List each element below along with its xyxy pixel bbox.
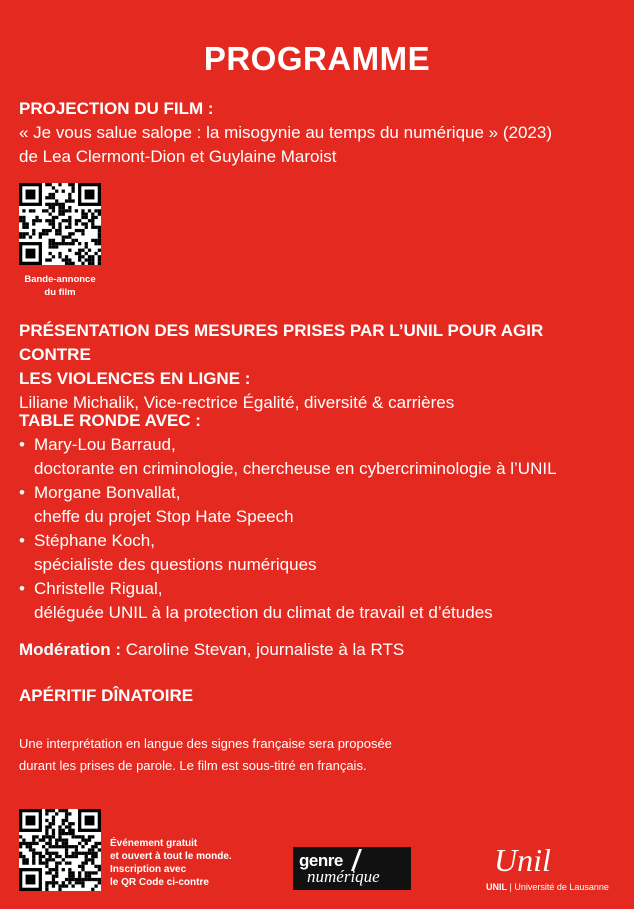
notice-line-2: durant les prises de parole. Le film est sous-titré en français. (19, 758, 367, 773)
roundtable-heading: TABLE RONDE AVEC : (19, 411, 201, 430)
genre-numerique-logo (293, 847, 411, 890)
speaker-role: spécialiste des questions numériques (34, 555, 317, 574)
presentation-speaker: Liliane Michalik, Vice-rectrice Égalité, diversité & carrières (19, 393, 455, 412)
moderation-label: Modération : (19, 640, 121, 659)
speaker-name: Mary-Lou Barraud, (34, 435, 176, 454)
bullet-icon: • (19, 579, 25, 598)
presentation-heading-2: LES VIOLENCES EN LIGNE : (19, 369, 251, 388)
speaker-role: doctorante en criminologie, chercheuse en cybercriminologie à l’UNIL (34, 459, 557, 478)
qr-code-icon (19, 809, 101, 891)
speaker-name: Morgane Bonvallat, (34, 483, 181, 502)
qr-code-icon (19, 183, 101, 265)
page-title: PROGRAMME (203, 40, 431, 77)
registration-note-line: Événement gratuit (110, 838, 198, 849)
registration-qr-code[interactable] (19, 809, 101, 891)
moderation-line (19, 638, 619, 662)
film-title: « Je vous salue salope : la misogynie au temps du numérique » (2023) (19, 123, 552, 142)
logo-text: numérique (307, 867, 380, 886)
registration-note-line: le QR Code ci-contre (110, 877, 209, 888)
speaker-name: Christelle Rigual, (34, 579, 163, 598)
logo-text: genre (299, 851, 343, 870)
list-item (19, 529, 619, 577)
unil-script-mark: Unil (494, 842, 551, 878)
list-item (19, 577, 619, 625)
trailer-qr-code[interactable] (19, 183, 101, 265)
unil-caption (486, 882, 609, 892)
aperitif-heading: APÉRITIF DÎNATOIRE (19, 686, 194, 705)
bullet-icon: • (19, 531, 25, 550)
roundtable-section (19, 409, 619, 625)
registration-note-line: et ouvert à tout le monde. (110, 851, 232, 862)
unil-caption-rest: | Université de Lausanne (507, 882, 609, 892)
sign-language-notice (19, 733, 619, 777)
projection-heading: PROJECTION DU FILM : (19, 99, 214, 118)
speaker-role: déléguée UNIL à la protection du climat de travail et d’études (34, 603, 493, 622)
registration-note-line: Inscription avec (110, 864, 187, 875)
presentation-heading-1: PRÉSENTATION DES MESURES PRISES PAR L’UNIL POUR AGIR CONTRE (19, 321, 544, 364)
list-item (19, 481, 619, 529)
unil-logo (484, 842, 624, 894)
presentation-section (19, 319, 619, 415)
qr-caption-line: du film (44, 287, 76, 298)
registration-note (110, 837, 270, 889)
film-authors: de Lea Clermont-Dion et Guylaine Maroist (19, 147, 337, 166)
speaker-name: Stéphane Koch, (34, 531, 155, 550)
speaker-list (19, 433, 619, 625)
qr-caption-line: Bande-annonce (24, 274, 96, 285)
bullet-icon: • (19, 483, 25, 502)
projection-section (19, 97, 619, 169)
list-item (19, 433, 619, 481)
unil-caption-bold: UNIL (486, 882, 507, 892)
bullet-icon: • (19, 435, 25, 454)
notice-line-1: Une interprétation en langue des signes française sera proposée (19, 736, 392, 751)
trailer-qr-caption (10, 273, 110, 299)
moderation-text: Caroline Stevan, journaliste à la RTS (121, 640, 405, 659)
speaker-role: cheffe du projet Stop Hate Speech (34, 507, 294, 526)
